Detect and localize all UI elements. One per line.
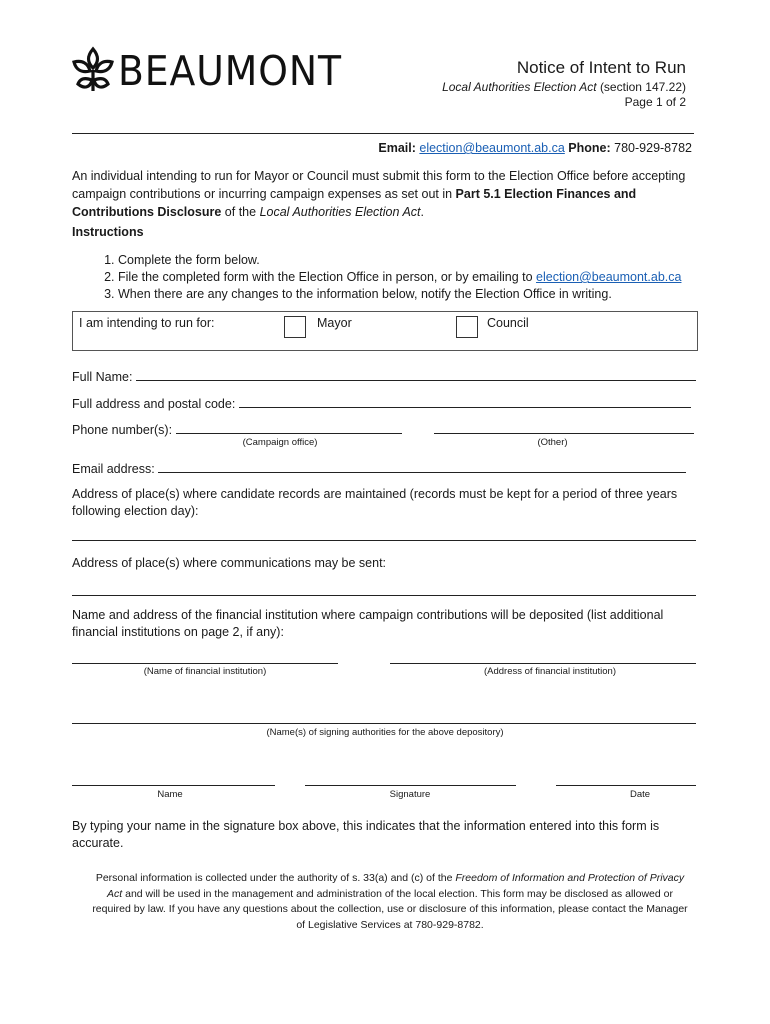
fin-address-field[interactable] (390, 651, 696, 664)
signature-caption: Signature (389, 789, 431, 800)
financial-label: Name and address of the financial institution where campaign contributions will be deposited (list additional financial institutions on page 2, if any): (72, 608, 664, 639)
run-for-box (72, 311, 698, 351)
intro-text-b: of the (221, 205, 260, 219)
fin-address-caption: (Address of financial institution) (483, 666, 616, 677)
contact-line (378, 141, 692, 155)
instructions-heading: Instructions (72, 225, 144, 239)
council-checkbox[interactable] (456, 316, 478, 338)
page-number: Page 1 of 2 (624, 95, 686, 109)
address-row (72, 395, 691, 411)
logo-wordmark: BEAUMONT (118, 47, 342, 95)
comm-address-field[interactable] (72, 583, 696, 596)
address-field[interactable] (239, 395, 691, 408)
email-row (72, 460, 686, 476)
intro-paragraph (72, 167, 696, 221)
privacy-act-name: Freedom of Information and Protection of Privacy Act (107, 872, 685, 900)
records-address-field[interactable] (72, 528, 696, 541)
sig-date-caption: Date (629, 789, 651, 800)
sig-name-field[interactable] (72, 773, 275, 786)
list-item: 3. When there are any changes to the information below, notify the Election Office in writing. (118, 286, 681, 303)
phone-label: Phone number(s): (72, 423, 173, 437)
full-name-label: Full Name: (72, 370, 133, 384)
campaign-phone-field[interactable] (176, 421, 402, 434)
header-divider (72, 133, 694, 134)
act-section: (section 147.22) (599, 80, 686, 94)
step2-text: File the completed form with the Election Office in person, or by emailing to (118, 270, 537, 284)
intro-italic: Local Authorities Election Act (259, 205, 421, 219)
address-label: Full address and postal code: (72, 397, 236, 411)
list-item (118, 269, 681, 286)
intro-text: An individual intending to run for Mayor or Council must submit this form to the Election Office before accepting campaign contributions or incurring campaign expenses as set out in (72, 169, 686, 201)
email-link[interactable]: election@beaumont.ab.ca (419, 141, 565, 155)
mayor-label: Mayor (317, 316, 352, 330)
signing-authority-field[interactable] (72, 711, 696, 724)
act-reference (442, 80, 686, 94)
other-phone-field[interactable] (434, 421, 694, 434)
phone-value: 780-929-8782 (614, 141, 692, 155)
page-title: Notice of Intent to Run (516, 58, 686, 77)
signature-field[interactable] (305, 773, 516, 786)
council-label: Council (487, 316, 529, 330)
records-address-label: Address of place(s) where candidate records are maintained (records must be kept for a period of three years following election day): (72, 487, 678, 518)
sig-date-field[interactable] (556, 773, 696, 786)
comm-address-label: Address of place(s) where communications may be sent: (72, 556, 387, 570)
email-label: Email: (378, 141, 416, 155)
sig-name-caption: Name (157, 789, 183, 800)
other-phone-caption: (Other) (537, 437, 568, 448)
campaign-phone-caption: (Campaign office) (242, 437, 318, 448)
phone-row (72, 421, 402, 437)
email-field[interactable] (158, 460, 686, 473)
email-link[interactable]: election@beaumont.ab.ca (536, 270, 682, 284)
fin-name-caption: (Name of financial institution) (143, 666, 267, 677)
full-name-field[interactable] (136, 368, 696, 381)
list-item: 1. Complete the form below. (118, 252, 681, 269)
mayor-checkbox[interactable] (284, 316, 306, 338)
full-name-row (72, 368, 696, 384)
signature-note: By typing your name in the signature box above, this indicates that the information entered into this form is accurate. (72, 819, 660, 850)
privacy-text-b: and will be used in the management and administration of the local election. This form may be disclosed as allowed or required by law. If you have any questions about the collection, use or disclosure of this information, please contact the Manager of Legislative Services at 780-929-8782. (92, 887, 688, 931)
phone-label: Phone: (568, 141, 611, 155)
act-name: Local Authorities Election Act (442, 80, 597, 94)
intro-bold: Part 5.1 Election Finances and Contributions Disclosure (72, 187, 637, 219)
beaumont-logo-icon (70, 46, 116, 94)
run-for-label: I am intending to run for: (79, 316, 215, 330)
instructions-list (72, 252, 681, 303)
privacy-text: Personal information is collected under the authority of s. 33(a) and (c) of the (95, 872, 456, 884)
privacy-notice (90, 871, 690, 933)
email-field-label: Email address: (72, 462, 155, 476)
intro-text-c: . (420, 205, 425, 219)
signing-authority-caption: (Name(s) of signing authorities for the above depository) (266, 727, 504, 738)
fin-name-field[interactable] (72, 651, 338, 664)
